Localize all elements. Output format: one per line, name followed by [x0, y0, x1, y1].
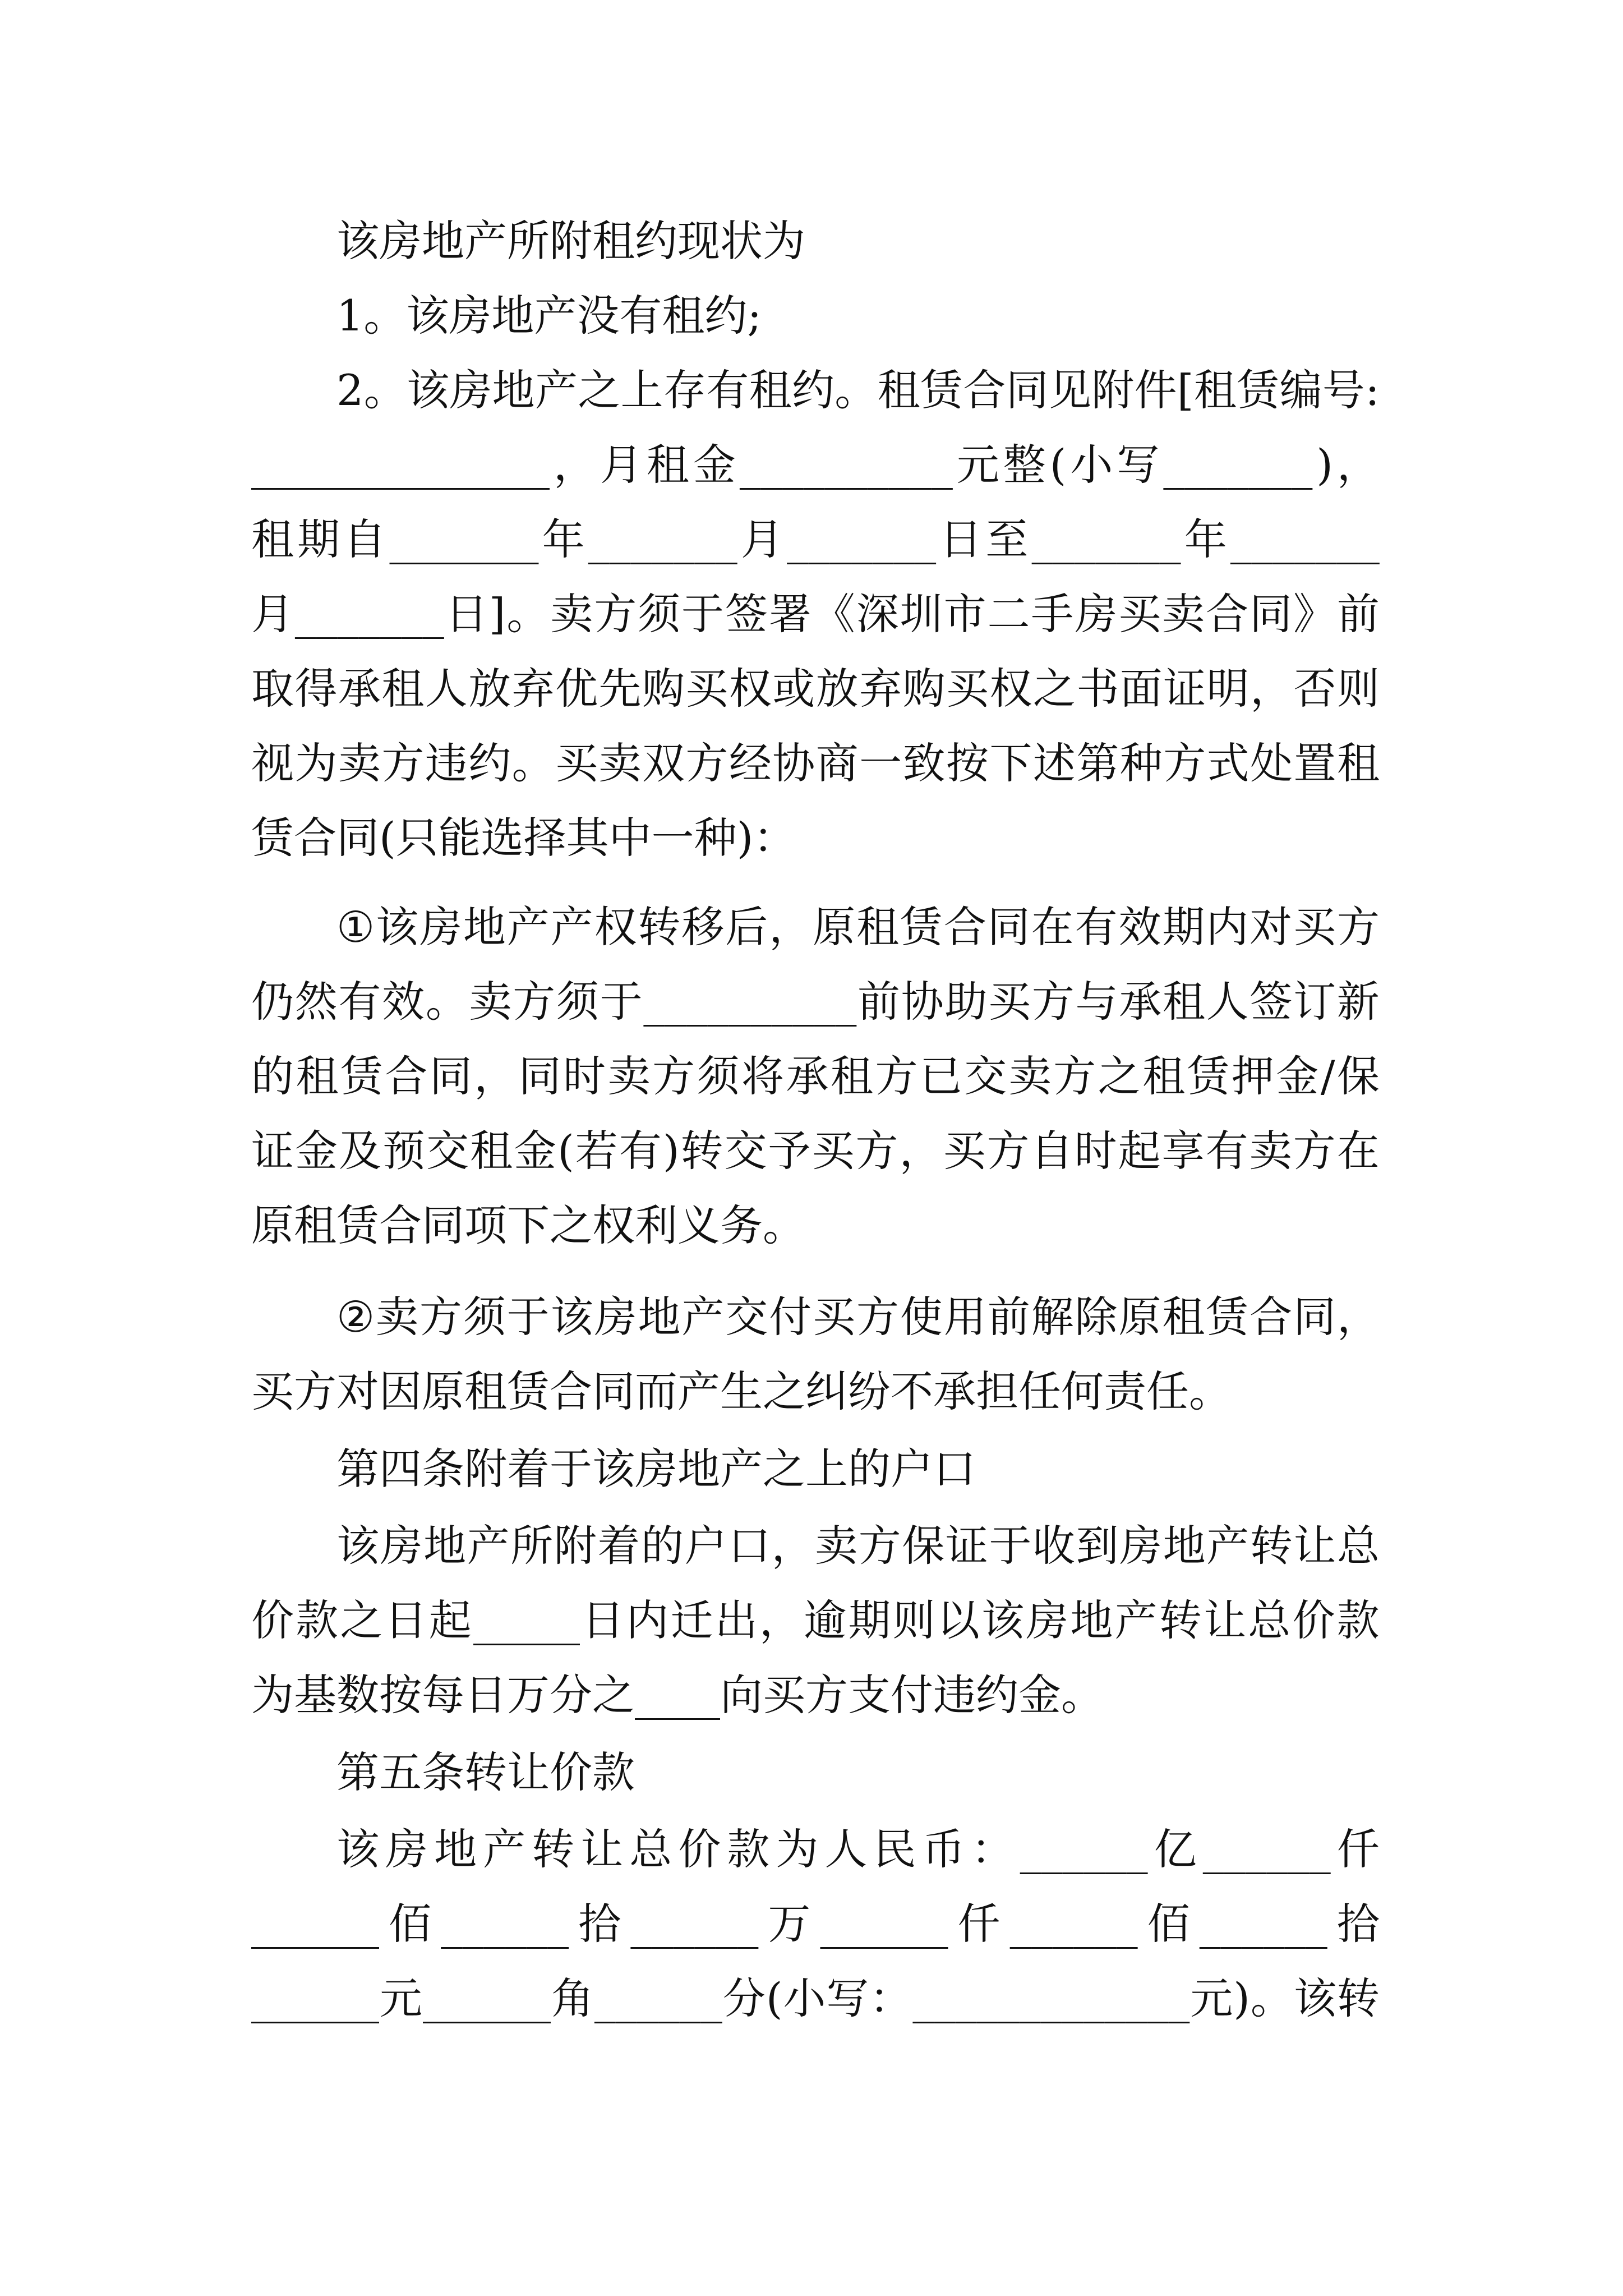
paragraph-line: 租 期 自 _______ 年 _______ 月 _______ 日 至 _______ 年 _______ [251, 514, 1380, 564]
paragraph-line: 的 租 赁 合 同 ， 同 时 卖 方 须 将 承 租 方 已 交 卖 方 之 租 赁 押 金 / 保 [251, 1051, 1380, 1101]
paragraph-line: 取 得 承 租 人 放 弃 优 先 购 买 权 或 放 弃 购 买 权 之 书 面 证 明 ， 否 则 [251, 664, 1380, 714]
paragraph-line: 证 金 及 预 交 租 金 ( 若 有 ) 转 交 予 买 方 ， 买 方 自 时 起 享 有 卖 方 在 [251, 1126, 1380, 1176]
paragraph-line: 该 房 地 产 转 让 总 价 款 为 人 民 币 ： ______ 亿 ______ 仟 [336, 1824, 1380, 1874]
paragraph-line: ② 卖 方 须 于 该 房 地 产 交 付 买 方 使 用 前 解 除 原 租 赁 合 同 ， [336, 1292, 1380, 1342]
paragraph-line: 赁合同(只能选择其中一种)： [251, 813, 796, 863]
paragraph-line: ______________ ， 月 租 金 __________ 元 整 ( 小 写 _______ ) ， [251, 440, 1380, 490]
paragraph-line: 月 _______ 日 ] 。 卖 方 须 于 签 署 《 深 圳 市 二 手 房 买 卖 合 同 》 前 [251, 589, 1380, 639]
paragraph-line: 2 。 该 房 地 产 之 上 存 有 租 约 。 租 赁 合 同 见 附 件 [ 租 赁 编 号 : [336, 365, 1380, 415]
paragraph-line: 价 款 之 日 起 _____ 日 内 迁 出 ， 逾 期 则 以 该 房 地 产 转 让 总 价 款 [251, 1595, 1380, 1645]
paragraph-line: 为基数按每日万分之____向买方支付违约金。 [251, 1670, 1104, 1720]
paragraph-line: 视 为 卖 方 违 约 。 买 卖 双 方 经 协 商 一 致 按 下 述 第 种 方 式 处 置 租 [251, 738, 1380, 788]
section-heading: 第五条转让价款 [336, 1747, 635, 1797]
paragraph-line: 该 房 地 产 所 附 着 的 户 口 ， 卖 方 保 证 于 收 到 房 地 产 转 让 总 [336, 1521, 1380, 1571]
paragraph-line: ______ 佰 ______ 拾 ______ 万 ______ 仟 ______ 佰 ______ 拾 [251, 1899, 1380, 1949]
paragraph-line: 仍 然 有 效 。 卖 方 须 于 __________ 前 协 助 买 方 与 承 租 人 签 订 新 [251, 977, 1380, 1027]
paragraph-line: 原租赁合同项下之权利义务。 [251, 1200, 805, 1250]
section-heading: 第四条附着于该房地产之上的户口 [336, 1444, 976, 1494]
paragraph-line: 该房地产所附租约现状为 [336, 216, 805, 266]
paragraph-line: 买方对因原租赁合同而产生之纠纷不承担任何责任。 [251, 1366, 1232, 1416]
paragraph-line: 1。该房地产没有租约; [336, 291, 762, 341]
paragraph-line: ______ 元 ______ 角 ______ 分 ( 小 写 ： _____________ 元 ) 。 该 转 [251, 1973, 1380, 2023]
paragraph-line: ① 该 房 地 产 产 权 转 移 后 ， 原 租 赁 合 同 在 有 效 期 内 对 买 方 [336, 902, 1380, 952]
